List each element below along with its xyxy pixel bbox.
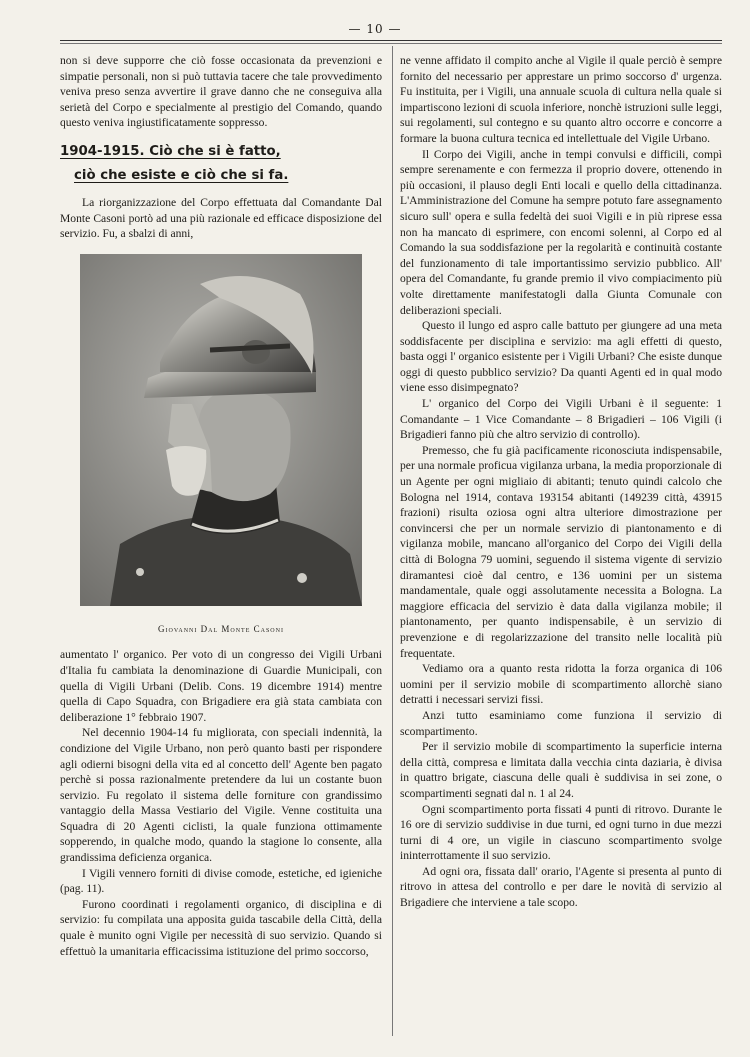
header-rule-secondary — [60, 43, 722, 44]
paragraph: Premesso, che fu già pacificamente riconosciuta indispensabile, per una normale proficua vigilanza urbana, la media proporzionale di un Agente per ogni migliaio di abitanti; tenuto quindi calcolo che Bologna nel 1914, contava 193154 abitanti (149239 città, 43915 frazioni) risulta oziosa ogni altra ulteriore dimostrazione per convincersi che per un normale servizio di piantonamento e di vigilanza mobile, mancano all'organico del Corpo dei Vigili della città di Bologna 79 uomini, seguendo il sistema vigente di servizio diramantesi cioè dal centro, e 136 uomini per un sistema mandamentale, quale oggi assolutamente necessita a Bologna. La maggiore efficacia del servizio è data dalla vigilanza mobile; il piantonamento, per quanto indispensabile, è un servizio di prevenzione e di regolarizzazione del transito nelle località più frequentate. — [400, 443, 722, 660]
paragraph: L' organico del Corpo dei Vigili Urbani è il seguente: 1 Comandante – 1 Vice Comandante – 8 Brigadieri – 106 Vigili (i Brigadieri fanno più che altro servizio di controllo). — [400, 397, 722, 442]
heading-line: ciò che esiste e ciò che si fa. — [74, 167, 289, 183]
paragraph: Vediamo ora a quanto resta ridotta la forza organica di 106 uomini per il servizio mobile di scompartimento allorchè siano detratti i necessari servizi fissi. — [400, 662, 722, 707]
paragraph: Ad ogni ora, fissata dall' orario, l'Agente si presenta al punto di ritrovo in attesa del controllo e per dare le novità di servizio al Brigadiere che interviene a tale scopo. — [400, 864, 722, 910]
portrait-figure — [60, 254, 382, 638]
portrait-photo — [80, 254, 362, 606]
paragraph: Furono coordinati i regolamenti organico, di disciplina e di servizio: fu compilata una apposita guida tascabile della Città, della quale è munito ogni Vigile per necessità di suo servizio. Quando si effettuò la umanitaria efficacissima istituzione del primo soccorso, — [60, 897, 382, 958]
photo-caption: Giovanni Dal Monte Casoni — [158, 623, 284, 634]
paragraph: Anzi tutto esaminiamo come funziona il servizio di scompartimento. — [400, 708, 722, 738]
paragraph: Ogni scompartimento porta fissati 4 punti di ritrovo. Durante le 16 ore di servizio suddivise in due turni, ed ogni turno in due mezzi turni di 4 ore, un vigile in ciascuno scompartimento svolge ininterrottamente il suo servizio. — [400, 802, 722, 863]
left-column — [60, 53, 382, 959]
right-column — [400, 53, 722, 911]
page-number: — 10 — — [348, 22, 402, 36]
paragraph: ne venne affidato il compito anche al Vigile il quale perciò è sempre fornito del necessario per apprestare un primo soccorso d' urgenza. Fu instituita, per i Vigili, una annuale scuola di cultura nella quale si impartiscono lezioni di scuola inferiore, nonchè istruzioni sulle leggi, sui regolamenti, sul contegno e su quanto altro occorre e concorre a formare la buona cultura tecnica ed intellettuale del Vigile Urbano. — [400, 54, 722, 145]
heading-line: 1904-1915. Ciò che si è fatto, — [60, 143, 281, 159]
column-divider — [392, 46, 393, 1036]
paragraph: Il Corpo dei Vigili, anche in tempi convulsi e difficili, compì sempre serenamente e con fermezza il proprio dovere, ottenendo in più occasioni, il plauso degli Enti locali e quello della cittadinanza. L'Amministrazione del Comune ha sempre potuto fare assegnamento sicuro sull' opera e sulla fedeltà dei suoi Vigili e in più riprese essa non ha mancato di esprimere, con encomi solenni, al Corpo ed al Comando la sua soddisfazione per la regolarità e continuità costante del funzionamento di tale importantissimo servizio pubblico. All' opera del Comandante, fu grande premio il vivo compiacimento più volte direttamente manifestatogli dalla Giunta Comunale con deliberazioni speciali. — [400, 147, 722, 317]
paragraph: I Vigili vennero forniti di divise comode, estetiche, ed igieniche (pag. 11). — [60, 866, 382, 896]
paragraph: Per il servizio mobile di scompartimento la superficie interna della città, compresa e limitata dalla vecchia cinta daziaria, è divisa in quattro brigate, ciascuna delle quali è suddivisa in sei zone, o scompartimenti segnati dal n. 1 al 24. — [400, 740, 722, 800]
paragraph: Nel decennio 1904-14 fu migliorata, con speciali indennità, la condizione del Vigile Urbano, non però quanto basti per rispondere agli odierni bisogni della vita ed al concetto dell' Agente ben pagato perchè si possa razionalmente pretendere da lui un costante buon servizio. Fu regolato il sistema delle forniture con grandissimo vantaggio della Massa Vestiario del Vigile. Venne costituita una Squadra di 20 Agenti ciclisti, la quale funziona ottimamente sopperendo, in qualche modo, quando la stagione lo consente, alla grandissima deficienza organica. — [60, 726, 382, 865]
header-rule — [60, 40, 722, 41]
portrait-illustration — [80, 254, 362, 606]
paragraph: non si deve supporre che ciò fosse occasionata da prevenzioni e simpatie personali, non si può tuttavia tacere che tale provvedimento veniva preso senza avvertire il grave danno che ne conseguiva alla serietà del Corpo e specialmente al prestigio del Comando, quando questo veniva ingiustificatamente soppresso. — [60, 54, 382, 130]
paragraph: aumentato l' organico. Per voto di un congresso dei Vigili Urbani d'Italia fu cambiata la denominazione di Guardie Municipali, con quella di Vigili Urbani (Delib. Cons. 19 dicembre 1914) mentre quella di Capo Squadra, con Brigadiere era già stata cambiata con deliberazione 1° febbraio 1907. — [60, 648, 382, 724]
section-heading — [60, 143, 382, 185]
paragraph: Questo il lungo ed aspro calle battuto per giungere ad una meta soddisfacente per disciplina e servizio: ma agli effetti di questo, basta oggi l' organico esistente per i Vigili Urbani? Che esiste dunque oggi di questo pubblico servizio? Da quanti Agenti ed in qual modo viene esso disimpegnato? — [400, 319, 722, 395]
paragraph: La riorganizzazione del Corpo effettuata dal Comandante Dal Monte Casoni portò ad una più razionale ed efficace disposizione del servizio. Fu, a sbalzi di anni, — [60, 195, 382, 241]
